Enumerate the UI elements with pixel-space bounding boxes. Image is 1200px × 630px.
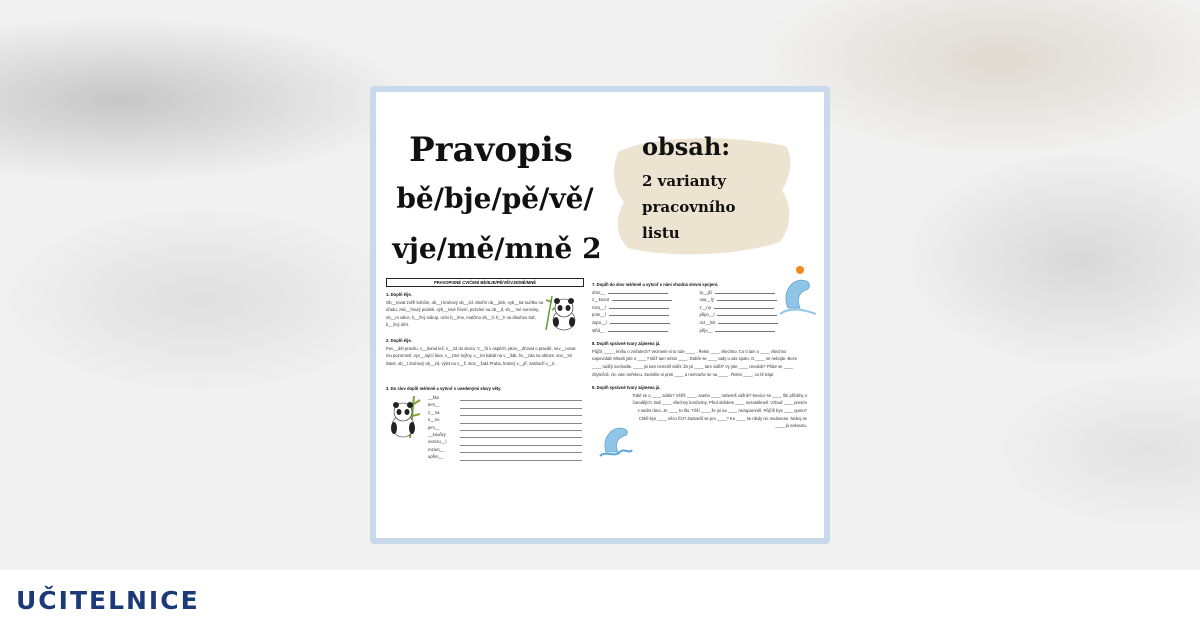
worksheet-heading: PRAVOPISNÉ CVIČENÍ BĚ/BJE/PĚ/VĚ/VJE/MĚ/MNĚ: [386, 278, 584, 287]
content-line-3: listu: [642, 224, 680, 242]
word-left: ohro__: [592, 289, 606, 295]
word-right: roz__lnit: [699, 319, 716, 325]
exercise-7-title: 7. Doplň do slov mě/mně a vytvoř s nimi vhodná slovní spojení.: [592, 282, 719, 287]
exercise-3-words: [428, 394, 446, 461]
word-item: nerozu__l: [428, 439, 447, 445]
exercise-3-title: 3. Do slov doplň mě/mně a vytvoř s uvedenými slovy věty.: [386, 386, 502, 391]
panda-bamboo-icon: [388, 394, 424, 440]
worksheet-preview: [376, 92, 824, 538]
word-left: střid__: [592, 327, 605, 333]
word-left: pote__l: [592, 312, 606, 318]
word-left: zapo__l: [592, 319, 607, 325]
exercise-9-text: Tobě se o ____ zdálo? Věříš ____, anebo ____ nebereš vážně? Nevíce se ____ líbí příběhy o čarodějích. Boli ____ všechny končetiny. Před obědem ____ nezastihneš. Vzbuď ____ prosím v sedm ráno. Je ____ to líto. Těší ____ že jsi na ____ nezapomněl. Půjčíš bys ____ gumu? Chtěl bys ____ něco říct? Zastavíš se pro ____? Ke ____ se nikdy nic nedonese. Neboj se ____ já nekousu.: [632, 392, 807, 429]
word-item: upřim__: [428, 454, 444, 460]
word-right: připo__l: [699, 312, 715, 318]
brand-logo[interactable]: UČITELNICE: [16, 586, 200, 615]
word-right: příje__: [699, 327, 713, 333]
left-column-2: [386, 334, 582, 367]
content-line-2: pracovního: [642, 198, 736, 216]
word-pair-row: [592, 304, 807, 312]
word-pair-row: [592, 311, 807, 319]
word-left: z__knout: [592, 297, 609, 303]
word-item: s__no: [428, 417, 440, 423]
left-column: [386, 288, 546, 329]
dolphin-water-icon: [598, 418, 634, 460]
exercise-8-title: 8. Doplň správné tvary zájmena já.: [592, 341, 661, 347]
word-right: ta__jší: [699, 289, 712, 295]
dolphin-icon: [778, 264, 818, 318]
exercise-1-text: Ob__tovat zvěři bohům, ob__t kruhový ob__zd. Skořní ob__jímk, vyb__tat razítko na úřadu, zab__hnutý podnik, výb__rové řízení, pozvání na ob__d, sb__ mé suroviny, ob__m válce, b__žný nákup, ozívi b__lmo, matčino ob__tí, b__h na dlouhou trať, b__žný úřet.: [386, 299, 544, 328]
title-line-3: vje/mě/mně 2: [392, 232, 602, 265]
left-column-3: [386, 382, 582, 393]
word-left: rozu__l: [592, 304, 606, 310]
word-pair-row: [592, 327, 807, 335]
word-item: jem__: [428, 424, 440, 430]
word-right: osa__lý: [699, 297, 714, 303]
exercise-3-answer-lines: [460, 394, 582, 461]
word-pair-row: [592, 319, 807, 327]
title-line-1: Pravopis: [409, 130, 573, 170]
word-item: z__na: [428, 409, 440, 415]
exercise-9-title: 9. Doplň správné tvary zájmena já.: [592, 385, 661, 391]
word-right: z__na: [699, 304, 711, 310]
exercise-1-title: 1. Doplň ě/je.: [386, 292, 412, 297]
word-item: rozum__: [428, 446, 445, 452]
word-pair-row: [592, 296, 807, 304]
panda-icon: [544, 292, 578, 332]
word-item: tem__: [428, 402, 440, 408]
word-pair-row: [592, 289, 807, 297]
exercise-2-title: 2. Doplň ě/je.: [386, 338, 412, 343]
content-heading: obsah:: [642, 132, 731, 161]
exercise-8-text: Půjčit _____ knihu o zvířatech? Vezmete si to ode ____ . Řekni ____ všechno. Co ti tam o ____ všechno napovídali! Mluvili jste o ____? Běž tam místo ____. Dobře se ____ tady u vás spalo. O ____ se nebojte. Beze ____ raději nechodte. ____ jsi tam nemohl vidět. Že jsi ____ tam viděl? Vy jste ____ nevolali? Přáte se ____ zbytečně, nic vám neřeknu. Sedněte si proti ____ a nemračte se na ____ . Řekni ____, co tě trápí.: [592, 348, 798, 377]
right-column: [592, 278, 807, 430]
word-item: __koučky: [428, 432, 446, 438]
exercise-2-text: Pov__dět pravdu, v__domá lež, v__zd do dvora, V__řit v úspěch, pkov__dčovat o pravdě, nev__novat mu pozornost, vyv__rající láva, v__zmé mýlny, v__let kabát na v__šák, hv__zda na obloze, sov__tní listek, ob__t kruhový ob__zd, výlet na v__ž, stov__žatá Praha, krásný v__jíř, zaslouží v__k.: [386, 345, 576, 366]
word-item: __ško: [428, 395, 440, 400]
content-line-1: 2 varianty: [642, 172, 726, 190]
title-line-2: bě/bje/pě/vě/: [396, 182, 594, 215]
